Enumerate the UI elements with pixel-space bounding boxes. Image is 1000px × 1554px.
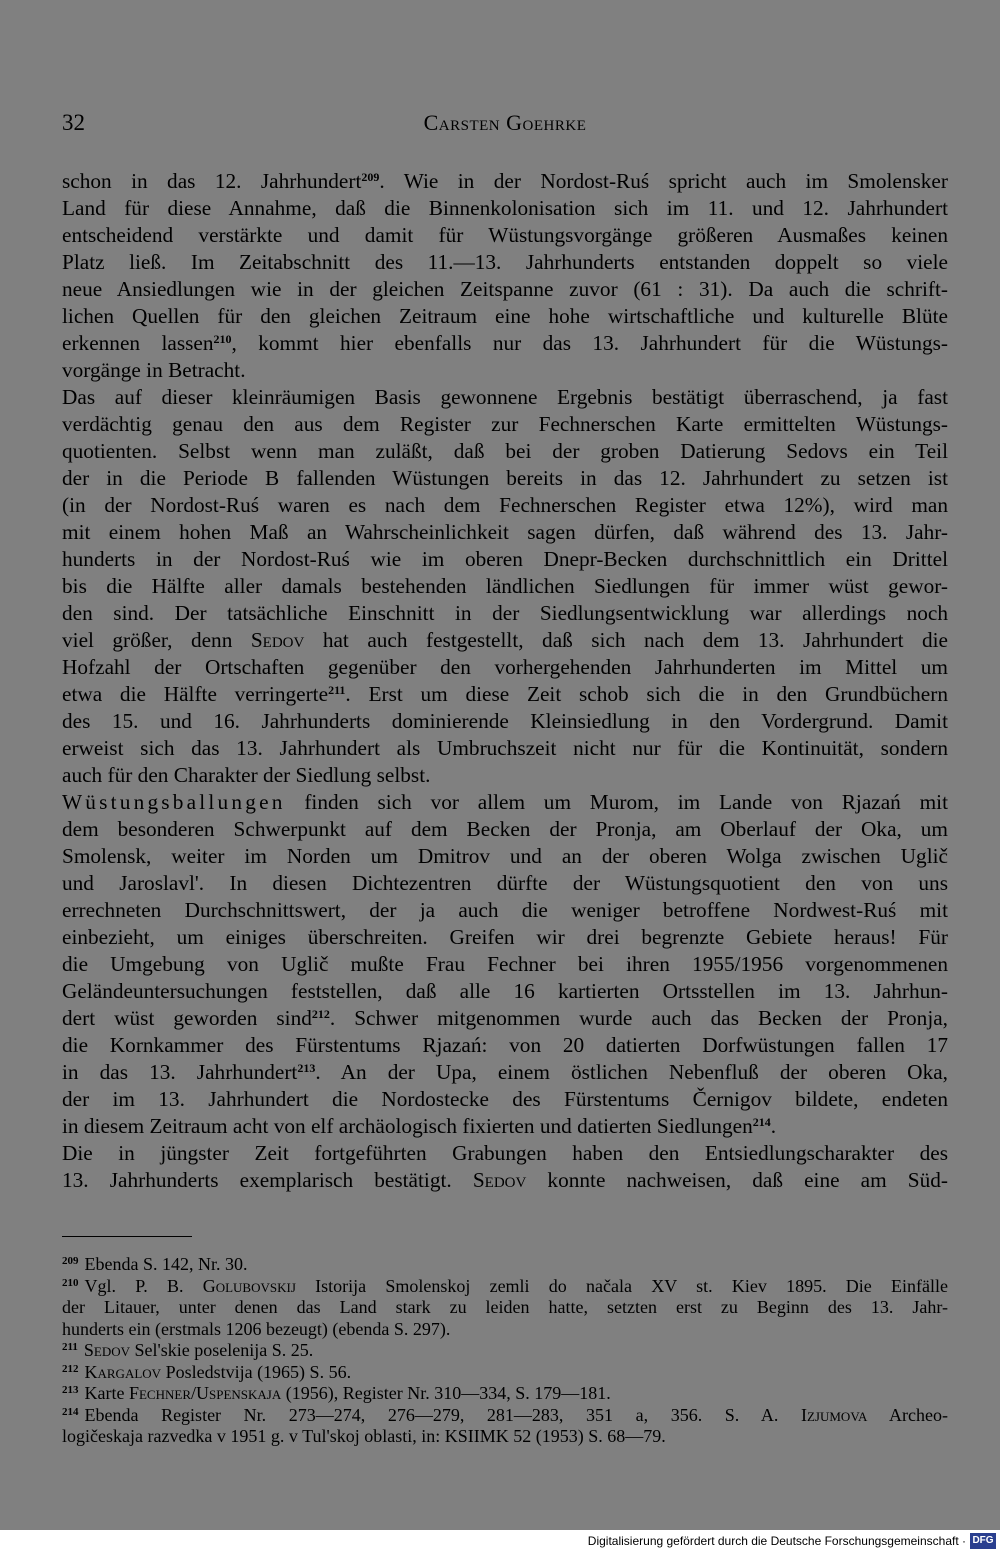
text-line: die Kornkammer des Fürstentums Rjazań: von 20 datierten Dorfwüstungen fallen 17 [62, 1033, 948, 1057]
page-header [62, 110, 948, 140]
footnote-213: $^{213}$ Karte Fechner/Uspenskaja (1956), Register Nr. 310—334, S. 179—181. [62, 1383, 611, 1403]
text-line: mit einem hohen Maß an Wahrscheinlichkeit sagen dürfen, daß während des 13. Jahr- [62, 520, 948, 544]
footnote-209: $^{209}$ Ebenda S. 142, Nr. 30. [62, 1254, 248, 1274]
text-line: hunderts in der Nordost-Ruś wie im oberen Dnepr-Becken durchschnittlich ein Drittel [62, 547, 948, 571]
text-line: lichen Quellen für den gleichen Zeitraum eine hohe wirtschaftliche und kulturelle Blüte [62, 304, 948, 328]
footnotes [62, 1254, 948, 1448]
text-line: der in die Periode B fallenden Wüstungen bereits in das 12. Jahrhundert zu setzen ist [62, 466, 948, 490]
text-line: schon in das 12. Jahrhundert$^{209}$. Wie in der Nordost-Ruś spricht auch im Smolensker [62, 169, 948, 193]
text-line: erkennen lassen$^{210}$, kommt hier ebenfalls nur das 13. Jahrhundert für die Wüstungs- [62, 331, 948, 355]
text-line: errechneten Durchschnittswert, der ja auch die weniger betroffene Nordwest-Ruś mit [62, 898, 948, 922]
author-name: Sedov [250, 628, 305, 652]
text-line: Das auf dieser kleinräumigen Basis gewonnene Ergebnis bestätigt überraschend, ja fast [62, 385, 948, 409]
footnote-214: $^{214}$ Ebenda Register Nr. 273—274, 276—279, 281—283, 351 a, 356. S. A. Izjumova Archeo- [62, 1404, 948, 1425]
footnote-214-cont: logičeskaja razvedka v 1951 g. v Tul'skoj oblasti, in: KSIIMK 52 (1953) S. 68—79. [62, 1426, 666, 1446]
text-line: und Jaroslavl'. In diesen Dichtezentren dürfte der Wüstungsquotient den von uns [62, 871, 948, 895]
footnote-separator [62, 1236, 192, 1237]
text-line: verdächtig genau den aus dem Register zur Fechnerschen Karte ermittelten Wüstungs- [62, 412, 948, 436]
text-line: in das 13. Jahrhundert$^{213}$. An der Upa, einem östlichen Nebenfluß der oberen Oka, [62, 1060, 948, 1084]
footnote-ref: 211 [328, 683, 346, 697]
emphasized-term: Wüstungsballungen [62, 790, 286, 814]
text-line: in diesem Zeitraum acht von elf archäologisch fixierten und datierten Siedlungen$^{214}$. [62, 1114, 777, 1138]
footnote-210-cont: der Litauer, unter denen das Land stark zu leiden hatte, setzten erst zu Beginn des 13. Jahr- [62, 1297, 948, 1317]
text-line: 13. Jahrhunderts exemplarisch bestätigt. Sedov konnte nachweisen, daß eine am Süd- [62, 1168, 948, 1192]
text-line: Wüstungsballungen finden sich vor allem um Murom, im Lande von Rjazań mit [62, 790, 948, 814]
page-number: 32 [62, 110, 85, 135]
text-line: etwa die Hälfte verringerte$^{211}$. Erst um diese Zeit schob sich die in den Grundbüchern [62, 682, 948, 706]
text-line: (in der Nordost-Ruś waren es nach dem Fechnerschen Register etwa 12%), wird man [62, 493, 948, 517]
footnote-ref: 214 [752, 1115, 771, 1129]
text-line: auch für den Charakter der Siedlung selbst. [62, 763, 431, 787]
body-text [62, 168, 948, 1194]
dfg-logo-icon: DFG [970, 1533, 996, 1549]
footnote-211: $^{211}$ Sedov Sel'skie poselenija S. 25. [62, 1340, 314, 1360]
text-line: vorgänge in Betracht. [62, 358, 246, 382]
text-line: den sind. Der tatsächliche Einschnitt in der Siedlungsentwicklung war allerdings noch [62, 601, 948, 625]
text-line: erweist sich das 13. Jahrhundert als Umbruchszeit nicht nur für die Kontinuität, sondern [62, 736, 948, 760]
text-line: Geländeuntersuchungen feststellen, daß alle 16 kartierten Ortsstellen im 13. Jahrhun- [62, 979, 948, 1003]
footnote-ref: 210 [213, 332, 232, 346]
text-line: Die in jüngster Zeit fortgeführten Grabungen haben den Entsiedlungscharakter des [62, 1141, 948, 1165]
text-line: des 15. und 16. Jahrhunderts dominierende Kleinsiedlung in den Vordergrund. Damit [62, 709, 948, 733]
text-line: quotienten. Selbst wenn man zuläßt, daß bei der groben Datierung Sedovs ein Teil [62, 439, 948, 463]
text-line: viel größer, denn Sedov hat auch festgestellt, daß sich nach dem 13. Jahrhundert die [62, 628, 948, 652]
footnote-210-cont: hunderts ein (erstmals 1206 bezeugt) (ebenda S. 297). [62, 1318, 451, 1339]
footnote-ref: 209 [361, 170, 380, 184]
digitization-footer [0, 1530, 1000, 1554]
text-line: Land für diese Annahme, daß die Binnenkolonisation sich im 11. und 12. Jahrhundert [62, 196, 948, 220]
text-line: Smolensk, weiter im Norden um Dmitrov und an der oberen Wolga zwischen Uglič [62, 844, 948, 868]
text-line: dem besonderen Schwerpunkt auf dem Becken der Pronja, am Oberlauf der Oka, um [62, 817, 948, 841]
text-line: die Umgebung von Uglič mußte Frau Fechner bei ihren 1955/1956 vorgenommenen [62, 952, 948, 976]
footnote-210: $^{210}$ Vgl. P. B. Golubovskij Istorija Smolenskoj zemli do načala XV st. Kiev 1895. Die Einfälle [62, 1275, 948, 1296]
text-line: einbezieht, um einiges überschreiten. Greifen wir drei begrenzte Gebiete heraus! Für [62, 925, 948, 949]
text-line: Hofzahl der Ortschaften gegenüber den vorhergehenden Jahrhunderten im Mittel um [62, 655, 948, 679]
text-line: entscheidend verstärkte und damit für Wüstungsvorgänge größeren Ausmaßes keinen [62, 223, 948, 247]
text-line: neue Ansiedlungen wie in der gleichen Zeitspanne zuvor (61 : 31). Da auch die schrift- [62, 277, 948, 301]
text-line: dert wüst geworden sind$^{212}$. Schwer mitgenommen wurde auch das Becken der Pronja, [62, 1006, 948, 1030]
text-line: der im 13. Jahrhundert die Nordostecke des Fürstentums Černigov bildete, endeten [62, 1087, 948, 1111]
author-name: Sedov [472, 1168, 527, 1192]
footnote-ref: 212 [311, 1007, 330, 1021]
footnote-212: $^{212}$ Kargalov Posledstvija (1965) S. 56. [62, 1361, 352, 1382]
text-line: bis die Hälfte aller damals bestehenden ländlichen Siedlungen für immer wüst gewor- [62, 574, 948, 598]
footer-credit: Digitalisierung gefördert durch die Deutsche Forschungsgemeinschaft · [587, 1534, 966, 1548]
footnote-ref: 213 [297, 1061, 316, 1075]
text-line: Platz ließ. Im Zeitabschnitt des 11.—13. Jahrhunderts entstanden doppelt so viele [62, 250, 948, 274]
running-head-author: Carsten Goehrke [423, 110, 587, 135]
